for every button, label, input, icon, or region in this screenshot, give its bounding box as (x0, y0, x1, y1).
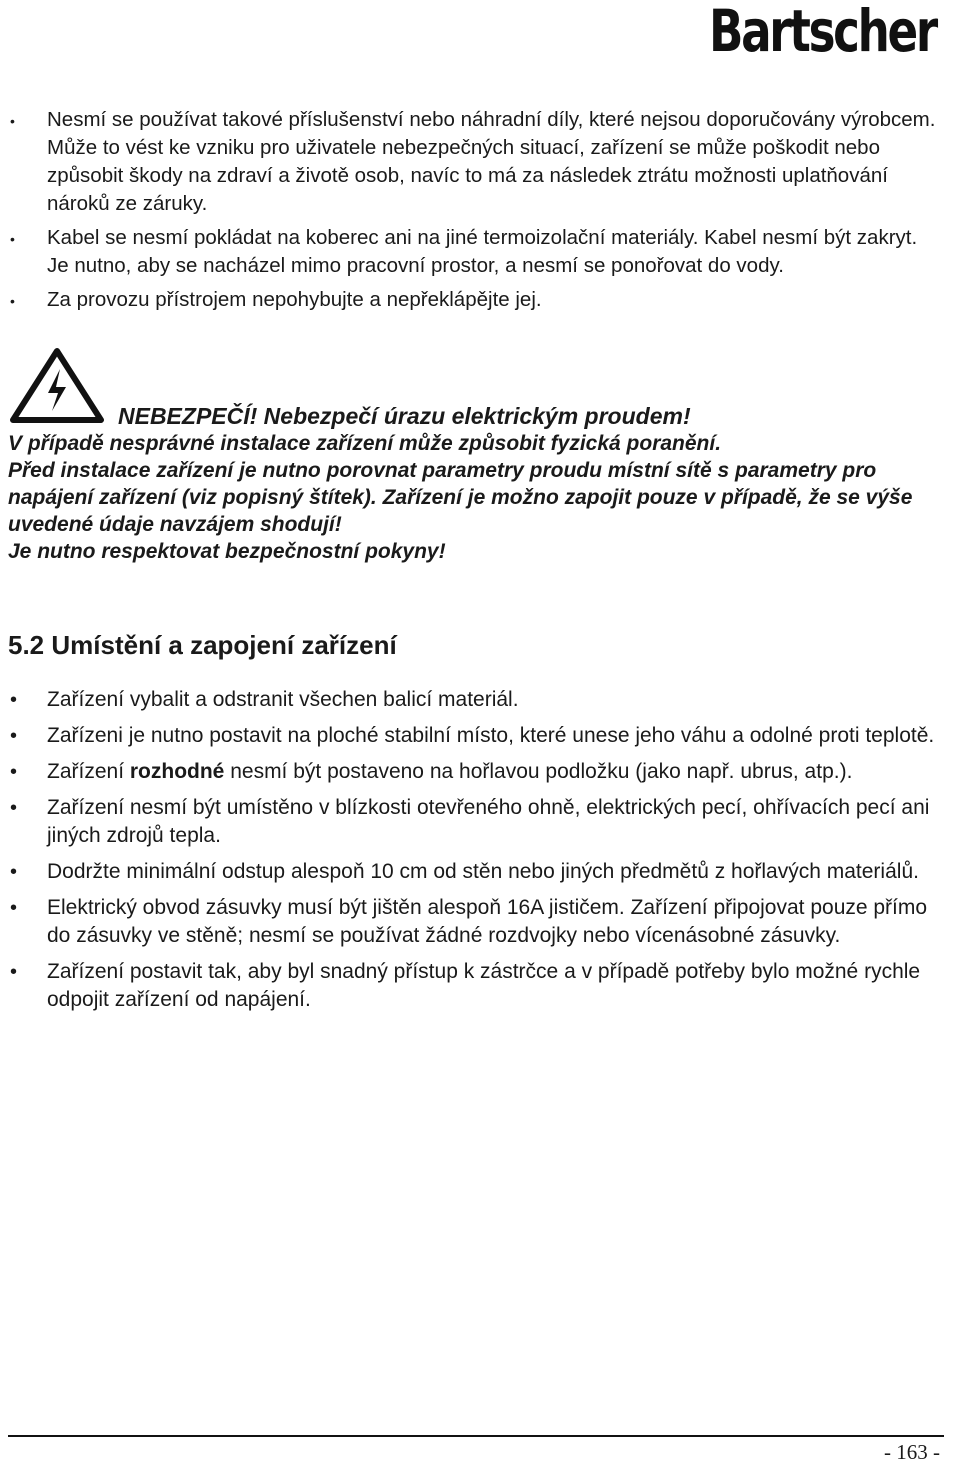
danger-warning-block (8, 403, 958, 565)
safety-bullet-list (0, 106, 960, 320)
list-item (0, 794, 960, 850)
list-item-text: Zařízení nesmí být umístěno v blízkosti otevřeného ohně, elektrických pecí, ohřívacích pecí ani jiných zdrojů tepla. (47, 796, 930, 847)
list-item-text: Zařízeni je nutno postavit na ploché stabilní místo, které unese jeho váhu a odolné proti teplotě. (47, 724, 935, 747)
list-item (0, 286, 960, 314)
bullet-icon: • (10, 113, 15, 129)
brand-logo: Bartscher (709, 0, 936, 65)
bullet-icon: • (10, 861, 18, 883)
bullet-icon: • (10, 761, 18, 783)
list-item (0, 858, 960, 886)
bullet-icon: • (10, 231, 15, 247)
page-number: - 163 - (884, 1440, 940, 1464)
bullet-icon: • (10, 293, 15, 309)
warning-text: Je nutno respektovat bezpečnostní pokyny! (8, 540, 446, 563)
list-item (0, 894, 960, 950)
section-heading: 5.2 Umístění a zapojení zařízení (8, 630, 397, 660)
list-item (0, 224, 960, 280)
list-item-text: Dodržte minimální odstup alespoň 10 cm od stěn nebo jiných předmětů z hořlavých materiálů. (47, 860, 919, 883)
footer-divider (8, 1435, 944, 1437)
list-item (0, 106, 960, 218)
list-item-text: Za provozu přístrojem nepohybujte a nepřeklápějte jej. (47, 288, 542, 311)
warning-text: V případě nesprávné instalace zařízení může způsobit fyzická poranění. (8, 432, 722, 455)
bullet-icon: • (10, 725, 18, 747)
list-item-text: Zařízení postavit tak, aby byl snadný přístup k zástrčce a v případě potřeby bylo možné rychle odpojit zařízení od napájení. (47, 960, 921, 1011)
list-item (0, 958, 960, 1014)
warning-text: Před instalace zařízení je nutno porovnat parametry proudu místní sítě s parametry pro napájení zařízení (viz popisný štítek). Zařízení je možno zapojit pouze v případě, že se výše uvedené údaje navzájem shodují! (8, 459, 913, 536)
list-item-text-start: Zařízení (47, 760, 130, 783)
list-item (0, 758, 960, 786)
list-item-text: Zařízení vybalit a odstranit všechen balicí materiál. (47, 688, 519, 711)
list-item-text-end: nesmí být postaveno na hořlavou podložku (jako např. ubrus, atp.). (224, 760, 853, 783)
warning-title: NEBEZPEČÍ! Nebezpečí úrazu elektrickým proudem! (118, 403, 691, 429)
installation-bullet-list (0, 686, 960, 1022)
bullet-icon: • (10, 961, 18, 983)
list-item-emphasis: rozhodné (129, 760, 225, 783)
bullet-icon: • (10, 689, 18, 711)
list-item-text: Kabel se nesmí pokládat na koberec ani na jiné termoizolační materiály. Kabel nesmí být zakryt. Je nutno, aby se nacházel mimo pracovní prostor, a nesmí se ponořovat do vody. (47, 226, 918, 277)
bullet-icon: • (10, 897, 18, 919)
list-item-text: Nesmí se používat takové příslušenství nebo náhradní díly, které nejsou doporučovány výrobcem. Může to vést ke vzniku pro uživatele nebezpečných situací, zařízení se může poškodit nebo způsobit škody na zdraví a životě osob, navíc to má za následek ztrátu možnosti uplatňování nároků ze záruky. (47, 108, 936, 215)
list-item (0, 722, 960, 750)
bullet-icon: • (10, 797, 18, 819)
list-item (0, 686, 960, 714)
list-item-text: Elektrický obvod zásuvky musí být jištěn alespoň 16A jističem. Zařízení připojovat pouze přímo do zásuvky ve stěně; nesmí se používat žádné rozdvojky nebo vícenásobné zásuvky. (47, 896, 928, 947)
